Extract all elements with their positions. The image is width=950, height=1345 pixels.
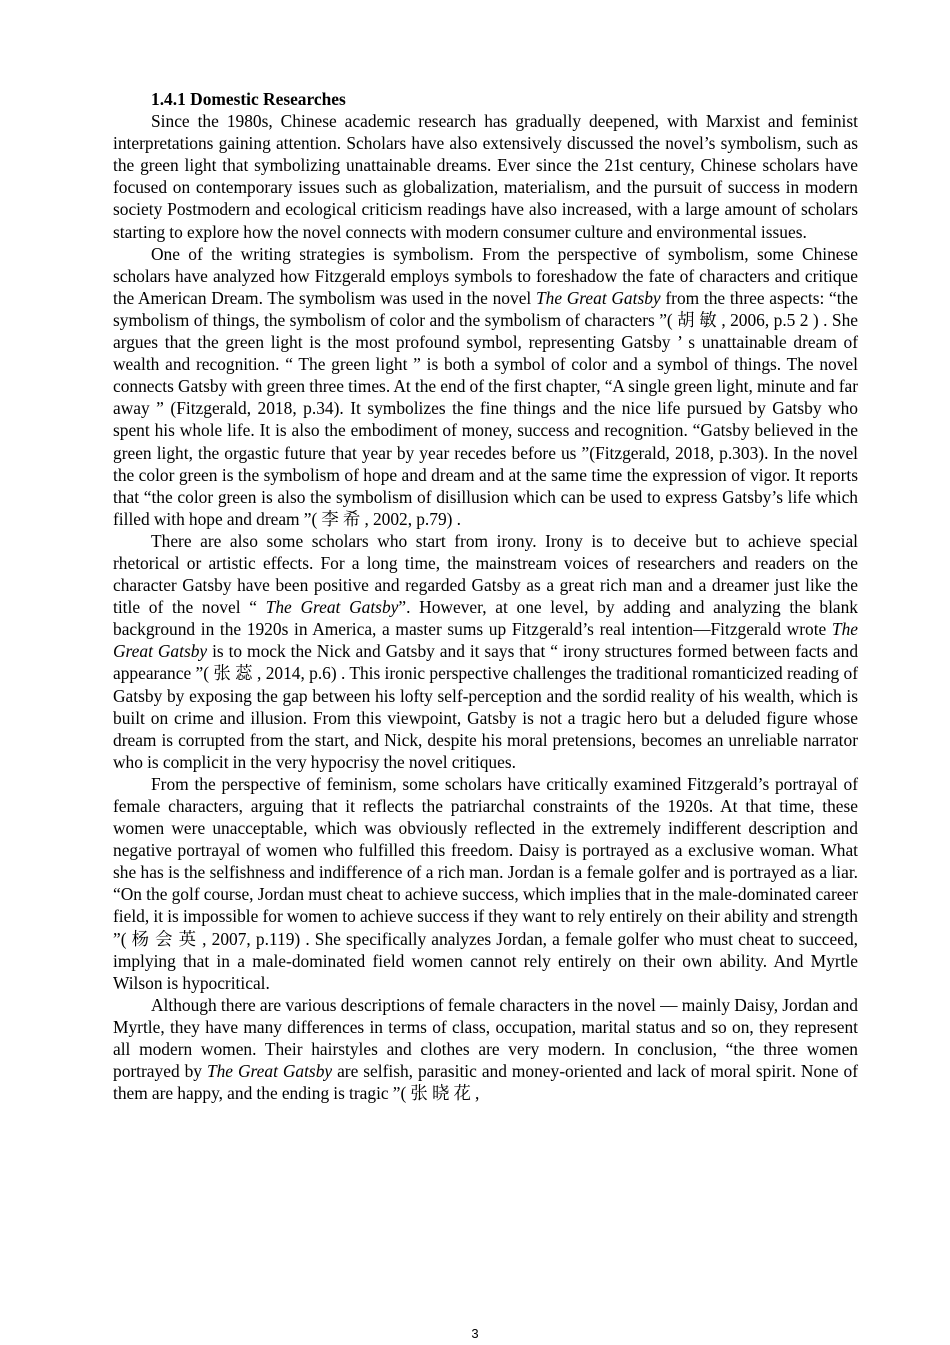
paragraph-3-text-a: There are also some scholars who start from irony. Irony is to deceive but to achieve special rhetorical or artistic effects. For a long time, the mainstream voices of researchers and readers on the character Gatsby have been positive and regarded Gatsby as a great rich man and a dreamer just like the title of the novel “ [113,530,858,618]
section-heading: 1.4.1 Domestic Researches [151,89,346,109]
novel-title: The Great Gatsby [113,619,858,662]
paragraph-3-text-c: is to mock the Nick and Gatsby and it says that “ irony structures formed between facts and appearance ”( 张 蕊 , 2014, p.6) . This ironic perspective challenges the traditional romanticized reading of Gatsby by exposing the gap between his lofty self-perception and the sordid reality of his wealth, which is built on crime and illusion. From this viewpoint, Gatsby is not a tragic hero but a deluded figure whose dream is corrupted from the start, and Nick, despite his moral pretensions, becomes an unreliable narrator who is complicit in the very hypocrisy the novel critiques. [113,641,859,772]
paragraph-5-text-b: are selfish, parasitic and money-oriented and lack of moral spirit. None of them are happy, and the ending is tragic ”( 张 晓 花 , [113,1061,859,1104]
page-number: 3 [471,1326,479,1341]
paragraph-5 [113,994,858,1104]
paragraph-2-text-a: One of the writing strategies is symbolism. From the perspective of symbolism, some Chinese scholars have analyzed how Fitzgerald employs symbols to foreshadow the fate of characters and critique the American Dream. The symbolism was used in the novel [113,243,858,308]
paragraph-4: From the perspective of feminism, some scholars have critically examined Fitzgerald’s portrayal of female characters, arguing that it reflects the patriarchal constraints of the 1920s. At that time, these women were unacceptable, which was obviously reflected in the extremely indifferent description and negative portrayal of women who fulfilled this freedom. Daisy is portrayed as a exclusive woman. What she has is the selfishness and indifference of a rich man. Jordan is a female golfer and is portrayed as a liar. “On the golf course, Jordan must cheat to achieve success, which implies that in the male-dominated career field, it is impossible for women to achieve success if they want to rely entirely on their ability and strength ”( 杨 会 英 , 2007, p.119) . She specifically analyzes Jordan, a female golfer who must cheat to succeed, implying that in a male-dominated field women cannot rely entirely on their own ability. And Myrtle Wilson is hypocritical. [113,773,858,993]
paragraph-2-text-b: from the three aspects: “the symbolism of things, the symbolism of color and the symbolism of characters ”( 胡 敏 , 2006, p.5 2 ) . She argues that the green light is the most profound symbol, representing Gatsby ’ s unattainable dream of wealth and recognition. “ The green light ” is both a symbol of color and a symbol of things. The novel connects Gatsby with green three times. At the end of the first chapter, “A single green light, minute and far away ” (Fitzgerald, 2018, p.34). It symbolizes the fine things and the nice life pursued by Gatsby who spent his whole life. It is also the embodiment of money, success and recognition. “Gatsby believed in the green light, the orgastic future that year by year recedes before us ”(Fitzgerald, 2018, p.303). In the novel the color green is the symbolism of hope and dream and at the same time the expression of vigor. It reports that “the color green is also the symbolism of disillusion which can be used to express Gatsby’s life which filled with hope and dream ”( 李 希 , 2002, p.79) . [113,287,859,529]
novel-title: The Great Gatsby [535,287,661,308]
novel-title: The Great Gatsby [265,597,399,618]
novel-title: The Great Gatsby [206,1061,333,1082]
paragraph-2 [113,243,858,530]
paragraph-5-text-a: Although there are various descriptions of female characters in the novel — mainly Daisy, Jordan and Myrtle, they have many differences in terms of class, occupation, marital status and so on, they represent all modern women. Their hairstyles and clothes are very modern. In conclusion, “the three women portrayed by [113,994,858,1082]
document-page [113,88,858,1104]
paragraph-1: Since the 1980s, Chinese academic research has gradually deepened, with Marxist and feminist interpretations gaining attention. Scholars have also extensively discussed the novel’s symbolism, such as the green light that symbolizing unattainable dreams. Ever since the 21st century, Chinese scholars have focused on contemporary issues such as globalization, materialism, and the pursuit of success in modern society Postmodern and ecological criticism readings have also increased, with a large amount of scholars starting to explore how the novel connects with modern consumer culture and environmental issues. [113,111,858,242]
paragraph-3 [113,530,858,773]
paragraph-3-text-b: ”. However, at one level, by adding and analyzing the blank background in the 1920s in America, a master sums up Fitzgerald’s real intention—Fitzgerald wrote [113,597,859,640]
